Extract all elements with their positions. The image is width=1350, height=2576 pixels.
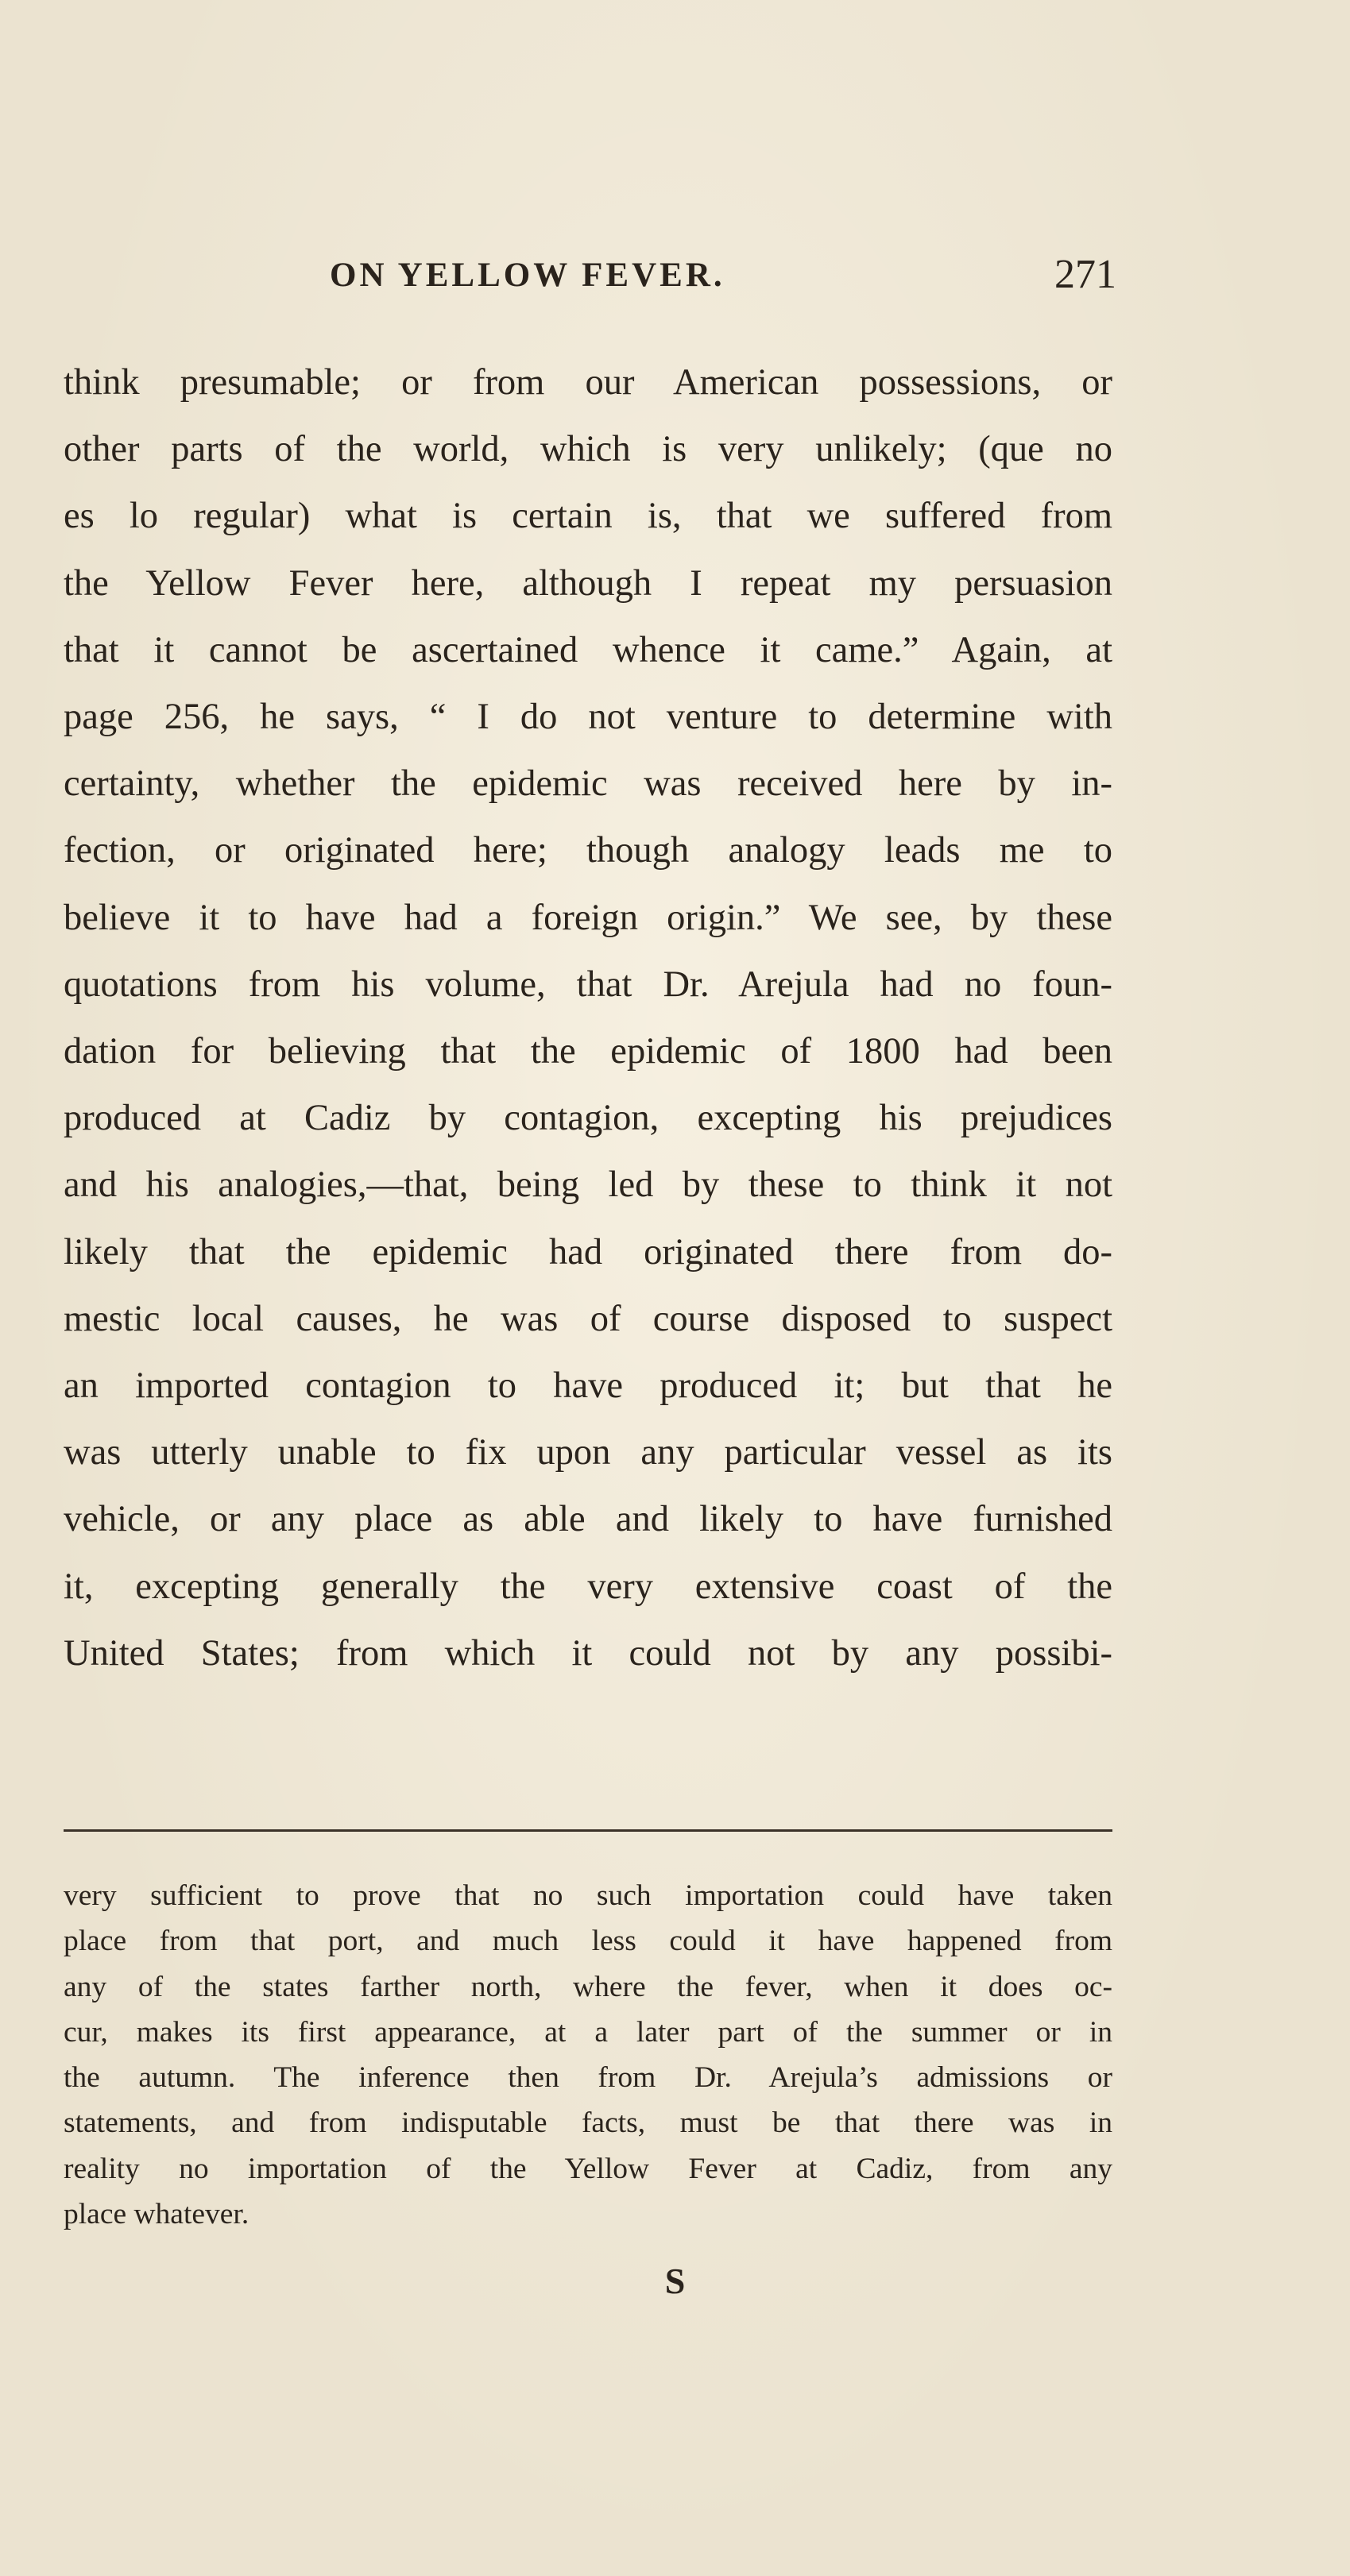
body-line: that it cannot be ascertained whence it came.” Again, at xyxy=(64,629,1112,670)
body-line: produced at Cadiz by contagion, excepting his prejudices xyxy=(64,1098,1112,1139)
body-line: dation for believing that the epidemic of 1800 had been xyxy=(64,1031,1112,1072)
page-header xyxy=(330,252,1116,319)
body-line: mestic local causes, he was of course disposed to suspect xyxy=(64,1298,1112,1339)
body-line: es lo regular) what is certain is, that we suffered from xyxy=(64,496,1112,537)
footnote-line: place from that port, and much less could it have happened from xyxy=(64,1925,1112,1958)
footnote-text xyxy=(64,1873,1112,2237)
footnote-line: very sufficient to prove that no such importation could have taken xyxy=(64,1879,1112,1912)
body-line: vehicle, or any place as able and likely to have furnished xyxy=(64,1499,1112,1540)
body-line: believe it to have had a foreign origin.” We see, by these xyxy=(64,897,1112,938)
running-title: ON YELLOW FEVER. xyxy=(330,257,725,294)
footnote-line: the autumn. The inference then from Dr. Arejula’s admissions or xyxy=(64,2061,1112,2095)
body-line: page 256, he says, “ I do not venture to determine with xyxy=(64,697,1112,738)
page-number: 271 xyxy=(1054,252,1116,297)
body-text xyxy=(64,350,1112,1687)
footnote-line: statements, and from indisputable facts, must be that there was in xyxy=(64,2107,1112,2140)
body-line: the Yellow Fever here, although I repeat my persuasion xyxy=(64,562,1112,604)
body-line: fection, or originated here; though analogy leads me to xyxy=(64,830,1112,871)
body-line: likely that the epidemic had originated there from do- xyxy=(64,1231,1112,1273)
body-line: certainty, whether the epidemic was received here by in- xyxy=(64,763,1112,805)
footnote-line: cur, makes its first appearance, at a later part of the summer or in xyxy=(64,2015,1112,2049)
footnote-line: place whatever. xyxy=(64,2198,249,2231)
signature-mark: S xyxy=(664,2261,686,2301)
body-line: other parts of the world, which is very unlikely; (que no xyxy=(64,429,1112,470)
body-line: quotations from his volume, that Dr. Arejula had no foun- xyxy=(64,964,1112,1005)
body-line: think presumable; or from our American possessions, or xyxy=(64,362,1112,403)
body-line: and his analogies,—that, being led by these to think it not xyxy=(64,1164,1112,1206)
footnote-rule xyxy=(64,1829,1112,1832)
body-line: United States; from which it could not by any possibi- xyxy=(64,1632,1112,1674)
footnote-line: reality no importation of the Yellow Fever at Cadiz, from any xyxy=(64,2152,1112,2185)
body-line: was utterly unable to fix upon any particular vessel as its xyxy=(64,1432,1112,1473)
footnote-line: any of the states farther north, where the fever, when it does oc- xyxy=(64,1970,1112,2003)
body-line: an imported contagion to have produced it; but that he xyxy=(64,1365,1112,1407)
body-line: it, excepting generally the very extensive coast of the xyxy=(64,1566,1112,1607)
